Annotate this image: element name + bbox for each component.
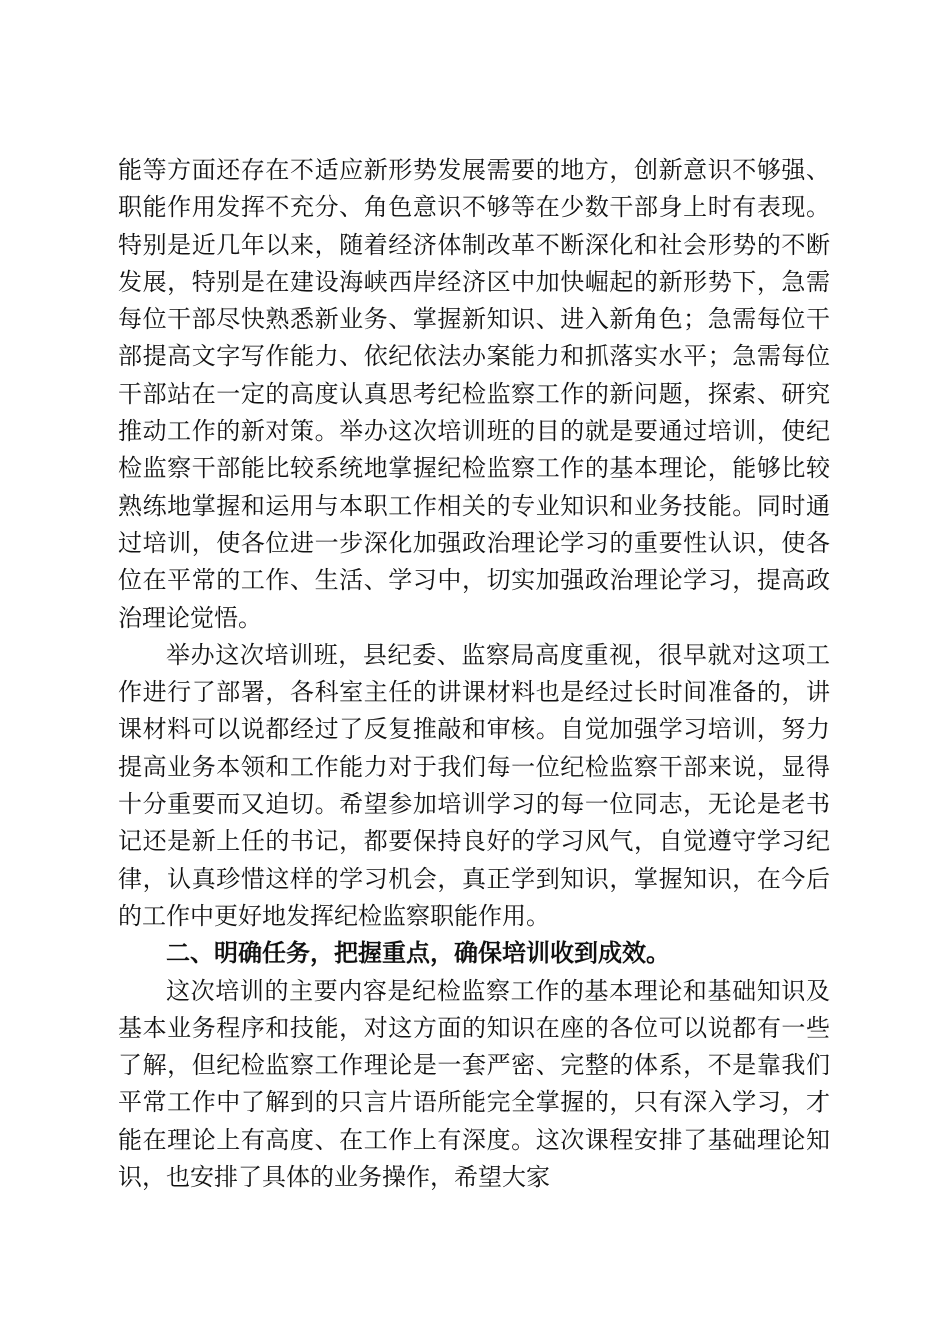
paragraph-training-content: 这次培训的主要内容是纪检监察工作的基本理论和基础知识及基本业务程序和技能，对这方面的知识在座的各位可以说都有一些了解，但纪检监察工作理论是一套严密、完整的体系，不是靠我们平常工作中了解到的只言片语所能完全掌握的，只有深入学习，才能在理论上有高度、在工作上有深度。这次课程安排了基础理论知识，也安排了具体的业务操作，希望大家 [118,976,830,1192]
paragraph-continuation: 能等方面还存在不适应新形势发展需要的地方，创新意识不够强、职能作用发挥不充分、角色意识不够等在少数干部身上时有表现。特别是近几年以来，随着经济体制改革不断深化和社会形势的不断发展，特别是在建设海峡西岸经济区中加快崛起的新形势下，急需每位干部尽快熟悉新业务、掌握新知识、进入新角色；急需每位干部提高文字写作能力、依纪依法办案能力和抓落实水平；急需每位干部站在一定的高度认真思考纪检监察工作的新问题，探索、研究推动工作的新对策。举办这次培训班的目的就是要通过培训，使纪检监察干部能比较系统地掌握纪检监察工作的基本理论，能够比较熟练地掌握和运用与本职工作相关的专业知识和业务技能。同时通过培训，使各位进一步深化加强政治理论学习的重要性认识，使各位在平常的工作、生活、学习中，切实加强政治理论学习，提高政治理论觉悟。 [118,156,830,632]
section-heading: 二、明确任务，把握重点，确保培训收到成效。 [166,939,670,968]
document-page [118,152,830,1196]
paragraph-training-preparation: 举办这次培训班，县纪委、监察局高度重视，很早就对这项工作进行了部署，各科室主任的讲课材料也是经过长时间准备的，讲课材料可以说都经过了反复推敲和审核。自觉加强学习培训，努力提高业务本领和工作能力对于我们每一位纪检监察干部来说，显得十分重要而又迫切。希望参加培训学习的每一位同志，无论是老书记还是新上任的书记，都要保持良好的学习风气，自觉遵守学习纪律，认真珍惜这样的学习机会，真正学到知识，掌握知识，在今后的工作中更好地发挥纪检监察职能作用。 [118,640,830,930]
